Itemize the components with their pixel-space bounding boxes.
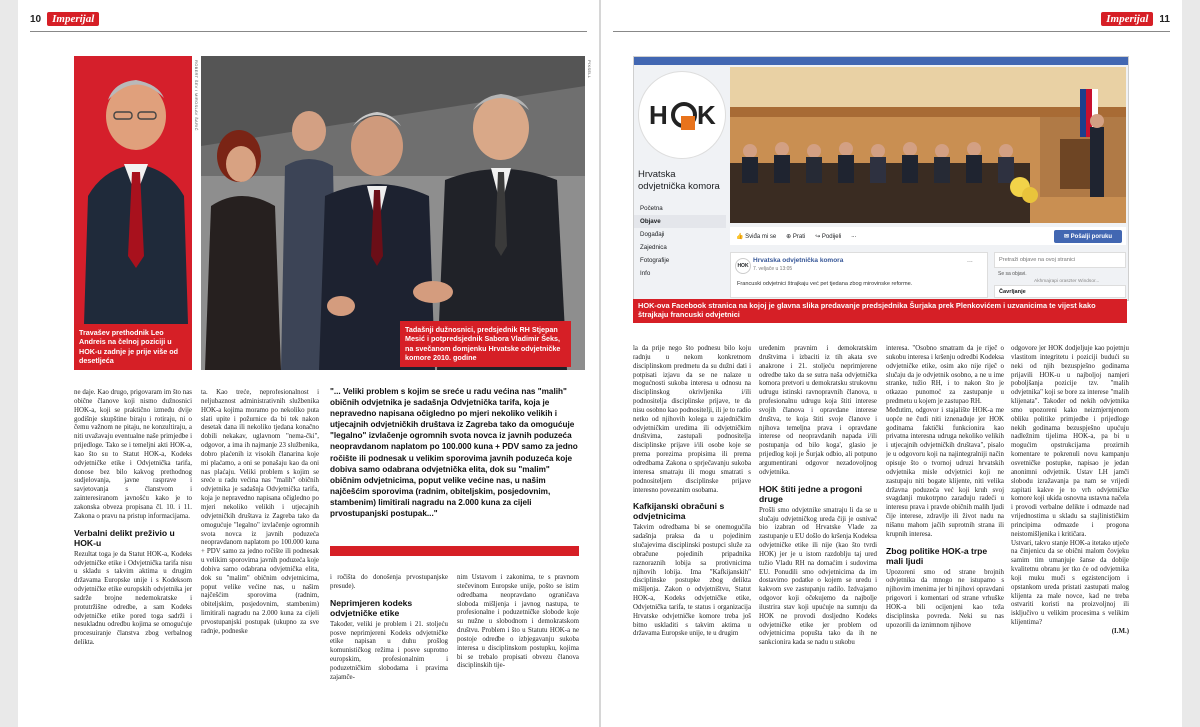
- fb-cover-photo: [730, 67, 1126, 223]
- body-paragraph: Takvim odredbama bi se onemogućila sadašnja praksa da u pojedinim slučajevima disciplinski postupci služe za obračune pojedinih pripadnika raznoraznih lobija sa protivnicima njihovih lobija. Ima "Kafkijanskih" disciplinske postupke zbog delikta mišljenja. Zakon o odvjetništvu, Statut HOK-a, Kodeks odvjetničke etike, Odvjetnička tarifa, te status i organizacija Hrvatske odvjetničke komore treba još bitno uskladiti s takvim aktima u državama Europske unije, te u drugim: [633, 524, 751, 638]
- fb-page-name-line2: odvjetnička komora: [638, 181, 720, 192]
- section-heading: Neprimjeren kodeks odvjetničke etike: [330, 597, 413, 618]
- conference-hall-illustration: [730, 67, 1126, 223]
- text-column-6: [759, 345, 877, 721]
- text-column-3: [330, 574, 448, 720]
- text-column-7: [886, 345, 1004, 721]
- facebook-screenshot: [633, 56, 1129, 301]
- portrait-caption: Travašev prethodnik Leo Andreis na čelnoj poziciji u HOK-u zadnje je prije više od desetljeća: [74, 324, 192, 370]
- magazine-logo-left: Imperijal: [47, 12, 99, 26]
- text-column-4: [457, 574, 579, 720]
- body-paragraph: ta. Kao treće, neprofesionalnost i neljubaznost administrativnih službenika HOK-a kojima moramo po nekoliko puta slati upite i požurnice da bi tek nakon desetak dana ili nekoliko tjedana konačno dobili nekakav, uglavnom "nema-čki", odgovor, a ima ih najmanje 23 službenika, dobro plaćenih iz visokih članarina koje mi plaćamo, a oni se ponašaju kao da oni nas plaćaju. Veliki problem s kojim se sreće u radu većina nas "malih" običnih odvjetnika je sadašnja Odvjetnička tarifa, koja je nepravedno napisana očigledno po mjeri nekoliko velikih i utjecajnih odvjetničkih društava iz Zagreba tako da omogućuje "legalno" izvlačenje ogromnih svota novca iz javnih poduzeća neopravdanom naplatom po 100.000 kuna + PDV samo za jedno ročište ili podnesak u velikim sporovima javnih poduzeća koje dobiva samo odabrana odvjetnička elita, dok su "malim" običnim odvjetnicima, poput velike većine nas, u našim najčešćim sporovima (radnim, obiteljskim, posjedovnim, stambenim) limitirali nagradu na 2.000 kuna za cijeli prvostupanjski postupak (ukupno za sve radnje, podneske: [201, 389, 319, 635]
- author-signature: (I.M.): [1111, 628, 1129, 635]
- fb-action-bar: [730, 227, 1126, 245]
- body-paragraph: i ročišta do donošenja prvostupanjske presude).: [330, 574, 448, 590]
- thumbs-up-icon: 👍: [736, 233, 746, 240]
- body-paragraph: Upozoreni smo od strane brojnih odvjetnika da mnogo ne istupamo s njihovim imenima jer bi njihovi opravdani prigovori i komentari od strane vrhuške HOK-a bili ocijenjeni kao teža disciplinska povreda. Neki su nas upozorili da iznimnom njihove: [886, 568, 1004, 629]
- fb-more-button[interactable]: ...: [851, 233, 857, 239]
- group-credit: PIXSELL: [587, 60, 592, 79]
- page-number-left: 10: [30, 13, 42, 25]
- group-caption: Tadašnji dužnosnici, predsjednik RH Stjepan Mesić i potpredsjednik Sabora Vladimir Šeks, na svečanom domjenku Hrvatske odvjetničke komore 2010. godine: [400, 321, 571, 367]
- body-paragraph: uređenim pravnim i demokratskim društvima i izbaciti iz tih akata sve anakronе i 21. stoljeću neprimjerene odredbe tako da se sutra naša odvjetnička komora pretvori u demokratsku strukovnu udrugu istinski ravnopravnih članova, u profesionalnu udrugu koja štiti interese svojih članova i opravdane interese društva, te koja štiti svoje članove i njihova temeljna prava i opravdane interese od neopravdanih napada i/ili postupanja od bilo koga', glasio je prijedlog koji je Šurjak odbio, ali potpuno argumentirani odgovor nezadovoljnog odvjetnika.: [759, 345, 877, 476]
- section-heading: Kafkijanski obračuni s odvjetnicima: [633, 501, 725, 522]
- body-paragraph: odgovore jer HOK dodjeljuje kao pojetnju vlastitom integritetu i poziciji budući su neki od njih bezuspješno godinama prijavili HOK-u u najboljoj namjeri poboljšanja pozicije tzv. "malih odvjetnika" koji se bore za interese "malih klijenata". Također od nekih odvjetnika smo upozoreni kako neizmjernjenom obliku politike primjedbe i prijedloge nekih godinama bezuspješno upućuju nadležnim tijelima HOK-a, pa bi u mogućim opstrukcijama prozirnih komentare te pokrenuli novu kampanju osvetničke postupke, napisao je jedan anonimni odvjetnik. Ustav LH jamči slobodu izražavanja pa nam se vrijedi zapitati kakve je to vrh odvjetničke komore koji ukida osnovna ustavna načela i provodi verbalne delikte i odmazde nad vrijednostima u skladu sa stajlinističkim principima odmazde i progona neistomišljenika i kritičara.: [1011, 345, 1129, 538]
- fb-post-card: [730, 252, 988, 298]
- fb-follow-button[interactable]: ⊕ Prati: [786, 233, 806, 240]
- portrait-illustration: [74, 56, 192, 324]
- fb-post-date[interactable]: 7. veljače u 13:05: [753, 266, 793, 272]
- magazine-logo-right: Imperijal: [1101, 12, 1153, 26]
- section-heading: Verbalni delikt preživio u HOK-u: [74, 527, 175, 548]
- fb-nav-item-fotografije[interactable]: Fotografije: [640, 257, 670, 264]
- fb-nav-item-objave[interactable]: Objave: [634, 215, 726, 228]
- body-paragraph: Ustvari, takvo stanje HOK-a itetako utječe na činjenicu da se obični malom čovjeku samim tim umanjuje šanse da dobije kvalitetnu obranu jer tko će od odvjetnika koji muku muči s egzistencijom i opstankom ureda pristati zastupati malog klijenta za male novce, kad ne treba ostvariti koristi na proizvoljnoj ili isključivo u velikim procesima s velikim klijentima?: [1011, 539, 1129, 627]
- portrait-photo: [74, 56, 192, 324]
- fb-chat-bar[interactable]: Čavrljanje: [994, 285, 1126, 298]
- fb-page-name: [638, 169, 720, 193]
- page-number-right: 11: [1159, 13, 1170, 25]
- hok-logo-icon: [639, 72, 725, 158]
- facebook-topbar: [634, 57, 1128, 65]
- svg-text:K: K: [697, 100, 716, 130]
- fb-nav-item-info[interactable]: Info: [640, 270, 651, 277]
- fb-nav: [634, 202, 726, 280]
- fb-post-menu-icon[interactable]: ...: [967, 257, 973, 264]
- fb-nav-item-zajednica[interactable]: Zajednica: [640, 244, 667, 251]
- body-paragraph: Međutim, odgovor i stajalište HOK-a me uopće ne čudi niti iznenađuje jer HOK godinama faktički funkcionira kao privatna interesna udruga nekoliko velikih i utjecajnih odvjetničkih društava", pisalo je u odgovoru koji na najintegralniji način opisuje što o tvornoj udruzi hrvatskih odvjetnika misle odvjetnici koji ne zastupaju niti bogate klijente, niti velika državna poduzeća već koji kruh svoj svagdanji mukotrpno zarađuju radeći u interesu prava i pravde običnih malih ljudi čije interese, zdravlje ili život nadu na nišanu mahom jačih suprotnih strana ili krupnih interesa.: [886, 406, 1004, 538]
- body-paragraph: Prošli smo odvjetnike smatraju li da se u slučaju odvjetničkog ureda čiji je osnivač bio izabran od Hrvatske Vlade za zastupanje u EU došlo do kršenja Kodeksa odvjetničke etike ili nije (kao što tvrdi HOK) jer je u istom razdoblju taj ured tužio Vladu RH na domaćim i sudovima EU. Ponudili smo odvjetnicima da im dostavimo podatke o kojem se uredu i kakvom sve zastupanju radilo. Izdvajamo odgovor koji očekujemo da najbolje ilustrira stav koji upućuje na sumnju da HOK ne provodi dosljedno Kodeks odvjetničke etike jer problem od odvjetnicima popušta tako da ih ne sankcionira kada se nadu u sukobu: [759, 506, 877, 647]
- left-page: [18, 0, 599, 727]
- fb-share-button[interactable]: ↪ Podijeli: [815, 233, 842, 240]
- svg-text:H: H: [649, 100, 668, 130]
- header-rule-left: [30, 31, 587, 32]
- body-paragraph: nim Ustavom i zakonima, te s pravnom stečevinom Europske unije, pošto se istim odredbama neopravdano ograničava sloboda mišljenja i javnog nastupa, te profesionalne i poduzetničke slobode koje su nužne u slobodnom i demokratskom društvu. Problem i što u Statutu HOK-a ne postoje odredbe o izbjegavanju sukoba interesa u disciplinskom postupku, kojima bi se trebalo propisati obvezu članova disciplinskih tije-: [457, 574, 579, 670]
- fb-side-link[interactable]: Akhmajrapi oraszter Windsor...: [1034, 279, 1100, 284]
- fb-post-author[interactable]: Hrvatska odvjetnička komora: [753, 257, 844, 264]
- text-column-1: [74, 389, 192, 719]
- fb-nav-item-pocetna[interactable]: Početna: [640, 205, 663, 212]
- body-paragraph: Rezultat toga je da Statut HOK-a, Kodeks odvjetničke etike i Odvjetnička tarifa nisu u skladu s takvim aktima u drugim državama Europske unije i s Kodeksom odvjetničke etike europskih odvjetnika jer sadrže brojne nedemokratske i protutržišne odredbe, a sam Kodeks odvjetničke etike pored toga sadrži i nesukladnu odredbu kojima se omogućuje procesuiranje članstva zbog verbalnog delikta.: [74, 550, 192, 647]
- hok-logo: [638, 71, 726, 159]
- fb-page-name-line1: Hrvatska: [638, 169, 676, 180]
- text-column-2: [201, 389, 319, 719]
- fb-like-button[interactable]: 👍 Sviđa mi se: [736, 233, 777, 240]
- section-heading: Zbog politike HOK-a trpe mali ljudi: [886, 545, 988, 566]
- share-icon: ↪: [815, 233, 822, 240]
- body-paragraph: interesa. "Osobno smatram da je riječ o sukobu interesa i kršenju odredbi Kodeksa odvjetničke etike, osim ako nije riječ o slučaju da je odvjetnik osobno, a ne u ime stranke, tužio RH, i to nakon što je otkazao punomoć za zastupanje u predmetu u kojem je zastupao RH.: [886, 345, 1004, 406]
- pull-quote: "... Veliki problem s kojim se sreće u radu većina nas "malih" običnih odvjetnika je sadašnja Odvjetnička tarifa, koja je nepravedno napisana očigledno po mjeri nekoliko velikih i utjecajnih odvjetničkih društava iz Zagreba tako da omogućuje "legalno" izvlačenje ogromnih svota novca iz javnih poduzeća neopravdanom naplatom po 100.000 kuna + PDV samo za jedno ročište ili podnesak u velikim sporovima javnih poduzeća koje dobiva samo odabrana odvjetnička elita, dok su "malim" običnim odvjetnicima, poput velike većine nas, u našim najčešćim sporovima (radnim, obiteljskim, posjedovnim, stambenim) limitirali nagradu na 2.000 kuna za cijeli prvostupanjski postupak...": [330, 387, 578, 519]
- text-column-8: [1011, 345, 1129, 721]
- fb-search-input[interactable]: Pretraži objave na ovoj stranici: [994, 252, 1126, 268]
- right-folio: [1101, 8, 1170, 30]
- send-message-button[interactable]: ✉ Pošalji poruku: [1054, 230, 1122, 243]
- portrait-credit: ROBERT ŠEV / MIROSLAV ŠARIĆ: [194, 60, 199, 131]
- fb-side-text: Se sa objavi.: [998, 271, 1027, 277]
- body-paragraph: la da prije nego što podnesu bilo koju radnju u nekom konkretnom disciplinskom predmetu da su dužni dati i potpisati izjavu da se ne nalaze u mogućnosti sukoba interesa u odnosu na disciplinskog okrivljenika i/ili podnositelja disciplinske prijave, te da nisu osobno kao podnositelji, ili je to radio netko od njihovih kolega u zajedničkim odvjetničkim uredima ili odvjetničkim društvima, zastupali podnositelja disciplinske prijave i/ili osobe koje se prema porezima propisima ili prema odredbama Zakona o sprječavanju sukoba interesa smatraju ili mogu smatrati s podnositeljem disciplinske prijave interesno povezanim osobama.: [633, 345, 751, 494]
- right-page: [601, 0, 1182, 727]
- follow-icon: ⊕: [786, 233, 793, 240]
- fb-post-avatar: HOK: [735, 258, 751, 274]
- text-column-5: [633, 345, 751, 721]
- messenger-icon: ✉: [1063, 233, 1071, 240]
- body-paragraph: Također, veliki je problem i 21. stoljeću posve neprimjereni Kodeks odvjetničke etike napisan u duhu prošlog komunističkog režima i posve suprotno europskim, profesionalnim i poduzetničkim slobodama i pravima zajamče-: [330, 620, 448, 681]
- fb-nav-item-dogadaji[interactable]: Događaji: [640, 231, 665, 238]
- section-heading: HOK štiti jedne a progoni druge: [759, 483, 863, 504]
- header-rule-right: [613, 31, 1170, 32]
- body-paragraph: ne daje. Kao drugo, prigovaram im što nas obične članove koji nismo dužnosnici HOK-a, koji se praktično između dvije godišnje skupštine biraju i rotiraju, ni o čemu važnom ne pitaju, ne konzultiraju, a niti uvažavaju eventualne naše primjedbe i prijedloge. Tako se i temeljni akti HOK-a, kao što su to Statut HOK-a, Kodeks odvjetničke etike i Odvjetnička tarifa, donose bez bilo kakvog prethodnog sudjelovanja, javne rasprave i savjetovanja s članstvom i zainteresiranom javnošću kako je to zakonska obveza propisana čl. 10. i 11. Zakona o pravu na pristup informacijama.: [74, 389, 192, 520]
- left-folio: [30, 8, 99, 30]
- facebook-caption: HOK-ova Facebook stranica na kojoj je glavna slika predavanje predsjednika Šurjaka prek Plenkovićem i uzvanicima te vijest kako štrajkaju francuski odvjetnici: [633, 299, 1127, 323]
- pull-quote-bar: [330, 546, 579, 556]
- fb-post-text: Francuski odvjetnici štrajkaju već pet tjedana zbog mirovinske reforme.: [737, 281, 913, 287]
